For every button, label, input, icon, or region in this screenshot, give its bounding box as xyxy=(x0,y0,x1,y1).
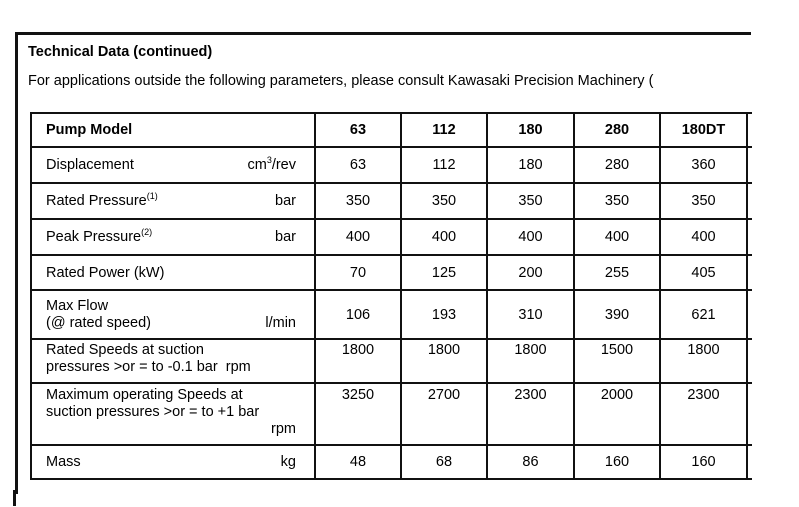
table-cell: 310 xyxy=(487,290,574,339)
rated-speeds-line2: pressures >or = to -0.1 bar rpm xyxy=(46,359,251,375)
rated-speeds-line1: Rated Speeds at suction xyxy=(46,342,204,358)
mass-unit: kg xyxy=(280,454,296,470)
table-cell: 350 xyxy=(660,183,747,219)
max-flow-unit: l/min xyxy=(265,314,296,331)
table-cell: 1800 xyxy=(315,339,401,383)
table-header-row xyxy=(31,113,777,147)
table-cell: 400 xyxy=(660,219,747,255)
displacement-unit: $cm^3$/rev xyxy=(247,155,296,173)
table-cell: 48 xyxy=(315,445,401,479)
left-margin-mark xyxy=(13,490,16,506)
row-label-rated-speeds xyxy=(31,339,315,383)
table-row xyxy=(31,255,777,290)
table-cell: 2700 xyxy=(401,383,487,445)
table-cell: 160 xyxy=(574,445,660,479)
peak-pressure-label: Peak Pressure$^{(2)}$ xyxy=(46,227,153,245)
section-heading: Technical Data (continued) xyxy=(28,44,213,60)
table-cell: 350 xyxy=(574,183,660,219)
table-cell: 1800 xyxy=(660,339,747,383)
max-speeds-line2: suction pressures >or = to +1 bar xyxy=(46,404,260,420)
table-cell: 68 xyxy=(401,445,487,479)
header-model-280: 280 xyxy=(574,113,660,147)
table-row xyxy=(31,219,777,255)
table-cell: 3250 xyxy=(315,383,401,445)
row-label-displacement xyxy=(31,147,315,183)
page-cut-edge xyxy=(752,30,799,507)
table-cell: 125 xyxy=(401,255,487,290)
table-cell: 200 xyxy=(487,255,574,290)
table-cell: 390 xyxy=(574,290,660,339)
table-cell: 350 xyxy=(487,183,574,219)
row-label-rated-pressure xyxy=(31,183,315,219)
table-cell: 2000 xyxy=(574,383,660,445)
technical-data-table xyxy=(30,112,778,480)
header-model-63: 63 xyxy=(315,113,401,147)
rated-power-label: Rated Power (kW) xyxy=(31,255,315,290)
header-model-180dt: 180DT xyxy=(660,113,747,147)
top-border-line xyxy=(15,32,751,35)
header-pump-model: Pump Model xyxy=(31,113,315,147)
table-cell: 180 xyxy=(487,147,574,183)
table-cell: 112 xyxy=(401,147,487,183)
table-cell: 2300 xyxy=(660,383,747,445)
table-row xyxy=(31,339,777,383)
row-label-max-flow xyxy=(31,290,315,339)
table-row xyxy=(31,383,777,445)
rated-pressure-label: Rated Pressure$^{(1)}$ xyxy=(46,191,158,209)
max-flow-line2: (@ rated speed) l/min xyxy=(46,314,296,331)
table-cell: 350 xyxy=(315,183,401,219)
table-cell: 106 xyxy=(315,290,401,339)
table-row xyxy=(31,290,777,339)
header-model-180: 180 xyxy=(487,113,574,147)
table-cell: 1500 xyxy=(574,339,660,383)
table-cell: 2300 xyxy=(487,383,574,445)
rated-pressure-unit: bar xyxy=(275,193,296,209)
table-cell: 350 xyxy=(401,183,487,219)
table-row xyxy=(31,445,777,479)
max-speeds-line1: Maximum operating Speeds at xyxy=(46,387,243,403)
rated-speeds-unit: rpm xyxy=(225,359,251,375)
table-cell: 400 xyxy=(315,219,401,255)
table-cell: 1800 xyxy=(401,339,487,383)
mass-label: Mass xyxy=(46,454,81,470)
table-cell: 621 xyxy=(660,290,747,339)
table-cell: 70 xyxy=(315,255,401,290)
header-model-112: 112 xyxy=(401,113,487,147)
table-cell: 63 xyxy=(315,147,401,183)
table-cell: 400 xyxy=(401,219,487,255)
displacement-label: Displacement xyxy=(46,157,134,173)
table-cell: 360 xyxy=(660,147,747,183)
left-border-line xyxy=(15,32,18,494)
table-cell: 1800 xyxy=(487,339,574,383)
table-cell: 400 xyxy=(574,219,660,255)
table-row xyxy=(31,183,777,219)
table-cell: 255 xyxy=(574,255,660,290)
table-cell: 400 xyxy=(487,219,574,255)
row-label-peak-pressure xyxy=(31,219,315,255)
table-cell: 86 xyxy=(487,445,574,479)
table-cell: 280 xyxy=(574,147,660,183)
table-cell: 160 xyxy=(660,445,747,479)
row-label-mass xyxy=(31,445,315,479)
intro-text: For applications outside the following parameters, please consult Kawasaki Precision Machinery ( xyxy=(28,73,654,89)
row-label-max-operating-speeds xyxy=(31,383,315,445)
table-cell: 405 xyxy=(660,255,747,290)
table-cell: 193 xyxy=(401,290,487,339)
max-flow-line1: Max Flow xyxy=(46,297,109,314)
peak-pressure-unit: bar xyxy=(275,229,296,245)
table-row xyxy=(31,147,777,183)
max-speeds-unit: rpm xyxy=(271,421,296,437)
